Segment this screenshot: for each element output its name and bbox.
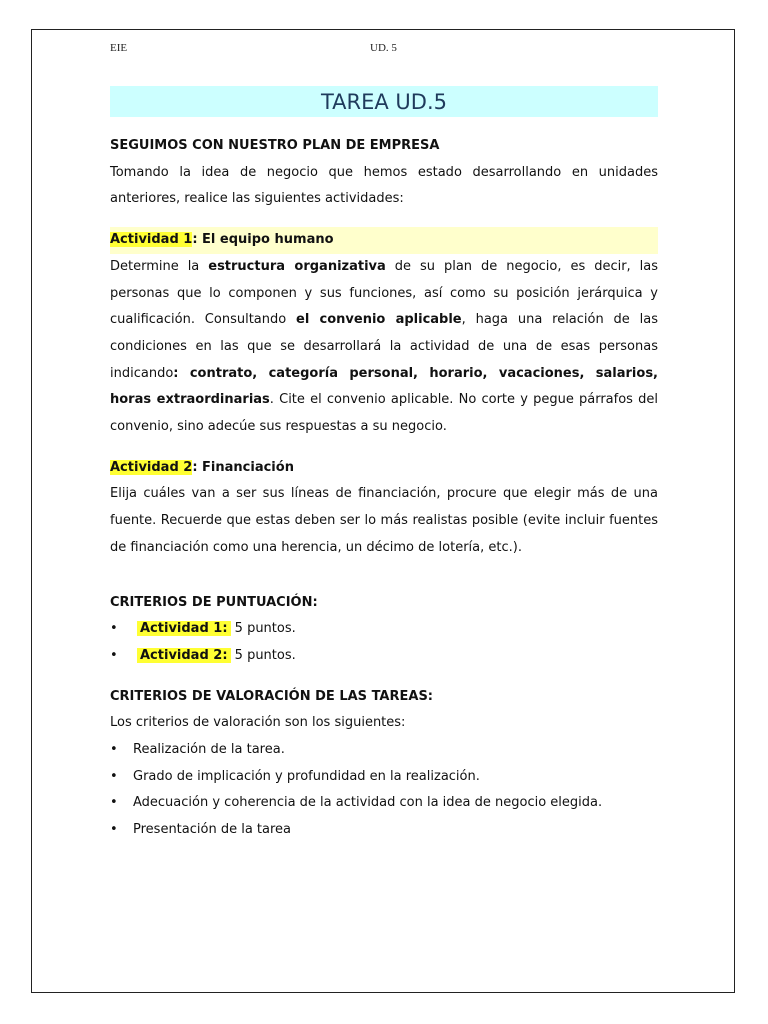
activity1-label: Actividad 1	[110, 232, 193, 248]
header-left: EIE	[110, 42, 128, 54]
evaluation-item-text: Adecuación y coherencia de la actividad con la idea de negocio elegida.	[133, 795, 603, 811]
scoring-item-label: Actividad 2:	[137, 648, 231, 663]
document-body	[110, 133, 658, 844]
evaluation-item	[110, 817, 658, 844]
evaluation-intro: Los criterios de valoración son los siguientes:	[110, 715, 406, 731]
activity1-text-part: , haga una relación de las condiciones en las que se desarrollará la actividad de una de esas personas indicando	[110, 312, 658, 381]
scoring-item-value: 5 puntos.	[230, 647, 296, 663]
scoring-item-value: 5 puntos.	[230, 621, 296, 637]
activity1-text-part: . Cite el convenio aplicable. No corte y pegue párrafos del convenio, sino adecúe sus respuestas a su negocio.	[110, 392, 658, 435]
bullet-icon: •	[110, 795, 118, 811]
scoring-heading: CRITERIOS DE PUNTUACIÓN:	[110, 594, 318, 610]
bullet-icon: •	[110, 621, 118, 637]
evaluation-item-text: Grado de implicación y profundidad en la realización.	[133, 768, 480, 784]
activity1-bold-part: estructura organizativa	[208, 258, 386, 274]
activity2-text: Elija cuáles van a ser sus líneas de financiación, procure que elegir más de una fuente. Recuerde que estas deben ser lo más realistas posible (evite incluir fuentes de financiación como una herencia, un décimo de lotería, etc.).	[110, 486, 658, 555]
evaluation-item	[110, 790, 658, 817]
bullet-icon: •	[110, 768, 118, 784]
activity1-text-part: Determine la	[110, 258, 209, 274]
activity2-label: Actividad 2	[110, 459, 193, 475]
scoring-item	[110, 643, 658, 670]
activity2-title: : Financiación	[192, 459, 294, 475]
header-center: UD. 5	[370, 42, 397, 54]
scoring-item-label: Actividad 1:	[137, 621, 231, 636]
activity1-bold-part: el convenio aplicable	[296, 312, 462, 328]
intro-text: Tomando la idea de negocio que hemos estado desarrollando en unidades anteriores, realice las siguientes actividades:	[110, 164, 658, 207]
intro-heading: SEGUIMOS CON NUESTRO PLAN DE EMPRESA	[110, 138, 440, 153]
activity1-text	[110, 254, 658, 441]
bullet-icon: •	[110, 742, 118, 758]
activity1-heading	[110, 227, 658, 254]
evaluation-item-text: Realización de la tarea.	[133, 742, 285, 758]
scoring-item	[110, 616, 658, 643]
evaluation-item	[110, 737, 658, 764]
evaluation-item-text: Presentación de la tarea	[133, 822, 292, 838]
bullet-icon: •	[110, 822, 118, 838]
activity1-title: : El equipo humano	[192, 232, 334, 248]
activity1-text-part: de su plan de negocio, es decir, las personas que lo componen y sus funciones, así como su posición jerárquica y cualificación. Consultando	[110, 258, 658, 328]
activity1-bold-part: : contrato, categoría personal, horario, vacaciones, salarios, horas extraordinarias	[110, 365, 658, 408]
activity2-heading	[110, 455, 658, 482]
page-title: TAREA UD.5	[110, 86, 658, 117]
bullet-icon: •	[110, 647, 118, 663]
evaluation-item	[110, 764, 658, 791]
evaluation-heading: CRITERIOS DE VALORACIÓN DE LAS TAREAS:	[110, 688, 434, 704]
